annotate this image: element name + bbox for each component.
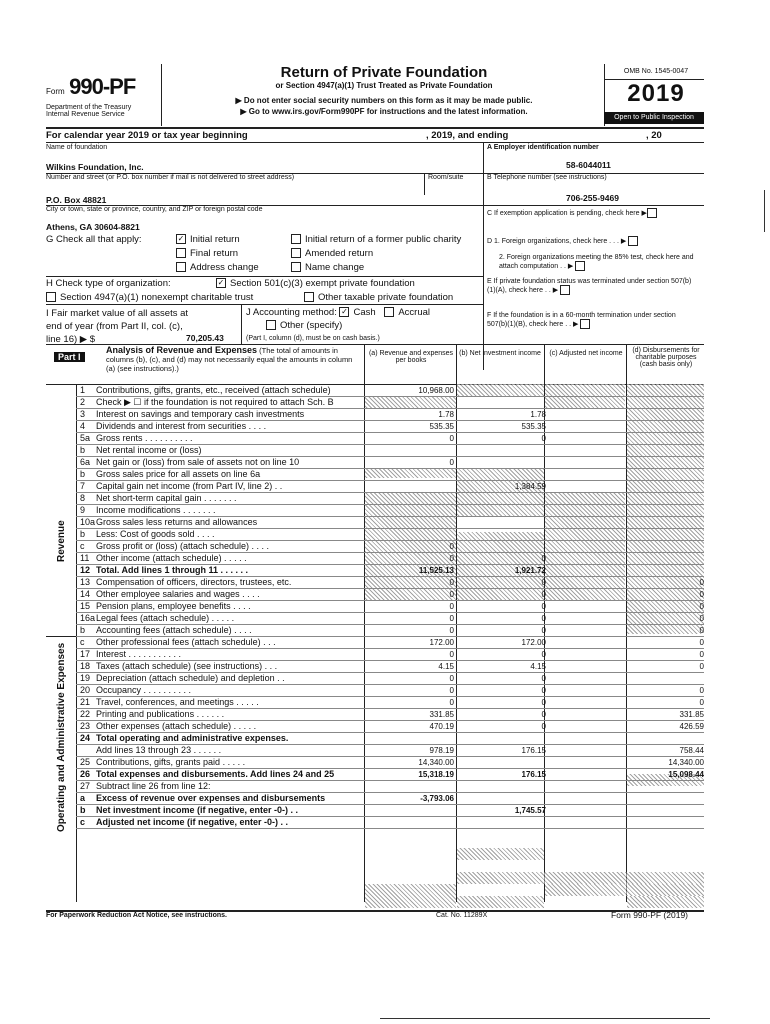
row-lbl: Gross sales price for all assets on line 6a <box>96 469 261 479</box>
row-num: 4 <box>80 421 86 431</box>
row-num: 18 <box>80 661 91 671</box>
row-d[interactable]: 758.44 <box>679 746 704 755</box>
table-row <box>46 577 704 588</box>
row-num: b <box>80 805 86 815</box>
omb-number: OMB No. 1545-0047 <box>623 68 689 75</box>
revenue-side-label: Revenue <box>56 520 67 562</box>
row-num: 2 <box>80 397 86 407</box>
form-title-block <box>164 64 604 116</box>
col-d-header: (d) Disbursements for charitable purposes (cash basis only) <box>632 347 700 368</box>
row-b[interactable]: 0 <box>541 434 546 443</box>
row-a[interactable]: 1.78 <box>438 410 454 419</box>
table-row <box>46 445 704 456</box>
row-b[interactable]: 0 <box>541 602 546 611</box>
row-d[interactable]: 0 <box>699 662 704 671</box>
row-a[interactable]: 470.19 <box>429 722 454 731</box>
row-a[interactable]: 0 <box>449 578 454 587</box>
form-number: 990-PF <box>69 74 136 99</box>
telephone-field[interactable]: 706-255-9469 <box>566 193 619 203</box>
department: Department of the Treasury Internal Revenue Service <box>46 104 132 118</box>
row-b[interactable]: 0 <box>541 650 546 659</box>
table-row <box>46 421 704 432</box>
row-num: b <box>80 625 86 635</box>
row-a[interactable]: 15,318.19 <box>418 770 454 779</box>
tax-year: 2019 <box>627 80 685 107</box>
table-row <box>46 721 704 732</box>
row-d[interactable]: 331.85 <box>679 710 704 719</box>
row-b[interactable]: 0 <box>541 626 546 635</box>
row-num: 5a <box>80 433 91 443</box>
table-row <box>46 409 704 420</box>
row-lbl: Accounting fees (attach schedule) . . . . <box>96 625 252 635</box>
row-lbl: Other employee salaries and wages . . . . <box>96 589 260 599</box>
part1-tag: Part I <box>54 347 85 365</box>
row-b[interactable]: 0 <box>541 554 546 563</box>
row-num: 12 <box>80 565 91 575</box>
row-a[interactable]: 0 <box>449 602 454 611</box>
row-lbl: Printing and publications . . . . . . <box>96 709 225 719</box>
row-d[interactable]: 0 <box>699 614 704 623</box>
row-b[interactable]: 0 <box>541 686 546 695</box>
row-b[interactable]: 0 <box>541 698 546 707</box>
table-row <box>46 493 704 504</box>
row-lbl: Other expenses (attach schedule) . . . . . <box>96 721 257 731</box>
row-lbl: Interest on savings and temporary cash investments <box>96 409 305 419</box>
form-word: Form <box>46 87 65 96</box>
table-row <box>46 397 704 408</box>
row-lbl: Net rental income or (loss) <box>96 445 202 455</box>
address-change-option[interactable]: Address change <box>176 262 259 273</box>
row-lbl: Gross sales less returns and allowances <box>96 517 258 527</box>
accounting-method: J Accounting method: ✓ Cash Accrual <box>246 307 430 318</box>
row-lbl: Capital gain net income (from Part IV, line 2) . . <box>96 481 283 491</box>
row-lbl: Check ▶ ☐ if the foundation is not required to attach Sch. B <box>96 397 334 407</box>
row-lbl: Net gain or (loss) from sale of assets not on line 10 <box>96 457 300 467</box>
row-lbl: Income modifications . . . . . . . <box>96 505 216 515</box>
col-a-header: (a) Revenue and expenses per books <box>368 350 454 364</box>
other-method[interactable]: Other (specify) <box>266 320 342 331</box>
row-lbl: Total. Add lines 1 through 11 . . . . . . <box>96 565 249 575</box>
table-row <box>46 385 704 396</box>
table-row <box>46 649 704 660</box>
table-row <box>46 589 704 600</box>
row-a[interactable]: 14,340.00 <box>418 758 454 767</box>
row-b[interactable]: 0 <box>541 674 546 683</box>
row-num: 22 <box>80 709 91 719</box>
row-num: 16a <box>80 613 96 623</box>
form-subtitle: or Section 4947(a)(1) Trust Treated as Private Foundation <box>275 81 493 90</box>
row-lbl: Adjusted net income (if negative, enter -0-) . . <box>96 817 289 827</box>
table-row <box>46 661 704 672</box>
open-inspection-badge: Open to Public Inspection <box>604 112 704 124</box>
footer-form-id: Form 990-PF (2019) <box>611 910 688 920</box>
table-row <box>46 469 704 480</box>
initial-former-option[interactable]: Initial return of a former public charity <box>291 234 461 245</box>
row-lbl: Less: Cost of goods sold . . . . <box>96 529 215 539</box>
foundation-name-field[interactable]: Wilkins Foundation, Inc. <box>46 162 144 172</box>
irs-link-notice: ▶ Go to www.irs.gov/Form990PF for instructions and the latest information. <box>240 107 528 116</box>
table-row <box>46 805 704 816</box>
foreign-org-check: D 1. Foreign organizations, check here . . . ▶ <box>487 236 697 246</box>
row-b[interactable]: 0 <box>541 710 546 719</box>
row-num: 27 <box>80 781 91 791</box>
row-lbl: Contributions, gifts, grants paid . . . . . <box>96 757 246 767</box>
row-num: 8 <box>80 493 86 503</box>
scan-edge-mark <box>764 190 765 232</box>
row-lbl: Taxes (attach schedule) (see instructions) . . . <box>96 661 278 671</box>
row-lbl: Other professional fees (attach schedule) . . . <box>96 637 276 647</box>
row-d[interactable]: 0 <box>699 590 704 599</box>
exemption-pending-checkbox[interactable] <box>647 208 657 218</box>
row-lbl: Gross rents . . . . . . . . . . <box>96 433 193 443</box>
table-row <box>46 757 704 768</box>
row-num: 25 <box>80 757 91 767</box>
row-a[interactable]: 0 <box>449 650 454 659</box>
table-row <box>46 733 704 744</box>
table-row <box>46 673 704 684</box>
terminated-status-check: E If private foundation status was terminated under section 507(b)(1)(A), check here . . ▶ <box>487 278 692 294</box>
row-num: 13 <box>80 577 91 587</box>
amended-return-option[interactable]: Amended return <box>291 248 373 259</box>
row-a[interactable]: 0 <box>449 686 454 695</box>
row-num: 1 <box>80 385 86 395</box>
accrual-checkbox[interactable] <box>384 307 394 317</box>
cash-checkbox[interactable]: ✓ <box>341 307 348 317</box>
initial-return-checkbox[interactable]: ✓ <box>177 234 185 244</box>
exemption-pending: C If exemption application is pending, check here ▶ <box>487 208 661 218</box>
paperwork-notice: For Paperwork Reduction Act Notice, see instructions. <box>46 912 227 919</box>
row-num: 24 <box>80 733 91 743</box>
row-b[interactable]: 1.78 <box>530 410 546 419</box>
row-lbl: Add lines 13 through 23 . . . . . . <box>96 745 222 755</box>
table-row <box>46 517 704 528</box>
calendar-year-label: For calendar year 2019 or tax year beginning <box>46 130 248 141</box>
row-num: 21 <box>80 697 91 707</box>
row-a[interactable]: 0 <box>449 458 454 467</box>
table-row <box>46 769 704 780</box>
row-d[interactable]: 0 <box>699 626 704 635</box>
row-num: 10a <box>80 517 96 527</box>
table-row <box>46 457 704 468</box>
row-a[interactable]: 0 <box>449 614 454 623</box>
calendar-year-mid: , 2019, and ending <box>426 130 509 141</box>
row-num: 7 <box>80 481 86 491</box>
row-num: 9 <box>80 505 86 515</box>
row-num: c <box>80 637 85 647</box>
row-lbl: Net short-term capital gain . . . . . . . <box>96 493 237 503</box>
row-a[interactable]: 331.85 <box>429 710 454 719</box>
table-row <box>46 565 704 576</box>
row-lbl: Excess of revenue over expenses and disbursements <box>96 793 326 803</box>
row-b[interactable]: 176.15 <box>521 746 546 755</box>
row-d[interactable]: 15,098.44 <box>668 770 704 779</box>
sixty-month-check: F If the foundation is in a 60-month termination under section 507(b)(1)(B), check here . . ▶ <box>487 312 676 328</box>
row-a[interactable]: 0 <box>449 590 454 599</box>
fair-market-value-label: I Fair market value of all assets at end of year (from Part II, col. (c), line 16) ▶ $ <box>46 308 189 345</box>
row-b[interactable]: 4.15 <box>530 662 546 671</box>
row-lbl: Other income (attach schedule) . . . . . <box>96 553 247 563</box>
row-b[interactable]: 535.35 <box>521 422 546 431</box>
col-b-header: (b) Net investment income <box>459 350 541 357</box>
org-type-4947[interactable]: Section 4947(a)(1) nonexempt charitable trust <box>46 292 253 303</box>
row-d[interactable]: 0 <box>699 698 704 707</box>
street-address-field[interactable]: P.O. Box 48821 <box>46 195 107 205</box>
row-lbl: Gross profit or (loss) (attach schedule) . . . . <box>96 541 270 551</box>
row-b[interactable]: 0 <box>541 578 546 587</box>
row-lbl: Dividends and interest from securities . . . . <box>96 421 267 431</box>
row-a[interactable]: 172.00 <box>429 638 454 647</box>
row-lbl: Interest . . . . . . . . . . . <box>96 649 182 659</box>
row-d[interactable]: 0 <box>699 638 704 647</box>
table-row <box>46 685 704 696</box>
row-a[interactable]: 4.15 <box>438 662 454 671</box>
table-row <box>46 709 704 720</box>
row-d[interactable]: 0 <box>699 650 704 659</box>
row-num: b <box>80 445 86 455</box>
row-num: 19 <box>80 673 91 683</box>
row-lbl: Net investment income (if negative, enter -0-) . . <box>96 805 299 815</box>
row-num: 11 <box>80 553 90 563</box>
calendar-year-end: , 20 <box>646 130 662 141</box>
final-return-option[interactable]: Final return <box>176 248 238 259</box>
row-num: 23 <box>80 721 91 731</box>
table-row <box>46 601 704 612</box>
row-lbl: Total expenses and disbursements. Add lines 24 and 25 <box>96 769 335 779</box>
row-b[interactable]: 0 <box>541 590 546 599</box>
row-num: c <box>80 817 86 827</box>
table-row <box>46 529 704 540</box>
row-a[interactable]: -3,793.06 <box>420 794 454 803</box>
table-row <box>46 637 704 648</box>
row-lbl: Legal fees (attach schedule) . . . . . <box>96 613 235 623</box>
row-num: 17 <box>80 649 91 659</box>
row-b[interactable]: 172.00 <box>521 638 546 647</box>
col-c-header: (c) Adjusted net income <box>549 350 623 357</box>
row-lbl: Subtract line 26 from line 12: <box>96 781 211 791</box>
table-row <box>46 817 704 828</box>
row-num: 6a <box>80 457 91 467</box>
table-row <box>46 433 704 444</box>
row-a[interactable]: 0 <box>449 698 454 707</box>
city-field[interactable]: Athens, GA 30604-8821 <box>46 222 140 232</box>
row-b[interactable]: 1,384.59 <box>514 482 546 491</box>
row-lbl: Depreciation (attach schedule) and depletion . . <box>96 673 285 683</box>
form-title: Return of Private Foundation <box>280 64 488 81</box>
table-row <box>46 697 704 708</box>
table-row <box>46 793 704 804</box>
row-num: 26 <box>80 769 91 779</box>
row-a[interactable]: 0 <box>449 542 454 551</box>
row-lbl: Pension plans, employee benefits . . . . <box>96 601 251 611</box>
foreign-85-check: 2. Foreign organizations meeting the 85% test, check here and attach computation . . ▶ <box>499 254 694 270</box>
row-a[interactable]: 0 <box>449 554 454 563</box>
catalog-number: Cat. No. 11289X <box>436 912 488 919</box>
row-b[interactable]: 176.15 <box>521 770 546 779</box>
row-d[interactable]: 0 <box>699 578 704 587</box>
row-b[interactable]: 0 <box>541 722 546 731</box>
row-b[interactable]: 1,921.72 <box>514 566 546 575</box>
row-lbl: Compensation of officers, directors, trustees, etc. <box>96 577 292 587</box>
row-d[interactable]: 14,340.00 <box>668 758 704 767</box>
table-row <box>46 781 704 792</box>
row-num: a <box>80 793 86 803</box>
name-change-option[interactable]: Name change <box>291 262 364 273</box>
row-num: b <box>80 529 86 539</box>
row-num: 3 <box>80 409 86 419</box>
fair-market-value-field[interactable]: 70,205.43 <box>186 333 224 343</box>
form-label <box>46 74 135 100</box>
table-row <box>46 541 704 552</box>
row-d[interactable]: 426.59 <box>679 722 704 731</box>
table-row <box>46 481 704 492</box>
row-num: 20 <box>80 685 91 695</box>
row-lbl: Travel, conferences, and meetings . . . . . <box>96 697 259 707</box>
row-a[interactable]: 0 <box>449 434 454 443</box>
row-d[interactable]: 0 <box>699 686 704 695</box>
row-lbl: Total operating and administrative expenses. <box>96 733 289 743</box>
row-a[interactable]: 10,968.00 <box>418 386 454 395</box>
row-num: c <box>80 541 85 551</box>
row-a[interactable]: 0 <box>449 626 454 635</box>
form-990pf-page: Form 990-PF Department of the Treasury Internal Revenue Service Return of Private Foundation or Section 4947(a)(1) Trust Treated as Private Foundation ▶ Do not enter social security numbers on this form as it may be made public. ▶ Go to www.irs.gov/Form990PF for instructions and the latest information. OMB No. 1545-0047 2019 Open to Public Inspection For calendar year 2019 or tax year beginning , 2019, and ending , 20 Name of foundation Wilkins Foundation, Inc. A Employer identification number 58-6044011 Number and street (or P.O. box number if mail is not delivered to street address) Room/suite B Telephone number (see instructions) P.O. Box 48821 706-255-9469 City or town, state or province, country, and ZIP or foreign postal code C If exemption application is pending, check here ▶ Athens, GA 30604-8821 G Check all that apply: ✓ Initial return Initial return of a former public charity Final return Amended return Address change Name change D 1. Foreign organizations, check here . . . ▶ 2. Foreign organizations meeting the 85% test, check here and attach computation . . ▶ E If private foundation status was terminated under section 507(b)(1)(A), check here . . ▶ F If the foundation is in a 60-month termination under section 507(b)(1)(B), check here . . ▶ H Check type of organization: ✓ Section 501(c)(3) exempt private foundation Section 4947(a)(1) nonexempt charitable trust Other taxable private foundation I Fair market value of all assets at end of year (from Part II, col. (c), line 16) ▶ $ 70,205.43 J Accounting method: ✓ Cash Accrual Other (specify) (Part I, column (d), must be on cash basis.) Part I Analysis of Revenue and Expenses (The total of amounts in columns (b), (c), and (d) may not necessarily equal the amounts in column (a) (see instructions).) (a) Revenue and expenses per books (b) Net investment income (c) Adjusted net income (d) Disbursements for charitable purposes (cash basis only) Revenue Operating and Administrative Expenses 1 Contributions, gifts, grants, etc., received (attach schedule) 10,968.00 2 Check ▶ ☐ if the foundation is not required to attach Sch. B 3 Interest on savings and temporary cash investments 1.78 1.78 4 Dividends and interest from securities . . . . 535.35 535.35 5a Gross rents . . . . . . . . . . 0 0 b Net rental income or (loss) 6a Net gain or (loss) from sale of assets not on line 10 0 b Gross sales price for all assets on line 6a 7 Capital gain net income (from Part IV, line 2) . . 1,384.59 8 Net short-term capital gain . . . . . . . 9 Income modifications . . . . . . . 10a Gross sales less returns and allowances b Less: Cost of goods sold . . . . c Gross profit or (loss) (attach schedule) . . . . 0 11 Other income (attach schedule) . . . . . 0 0 12 Total. Add lines 1 through 11 . . . . . . 11,525.13 1,921.72 13 Compensation of officers, directors, trustees, etc. 0 0 0 14 Other employee salaries and wages . . . . 0 0 0 15 Pension plans, employee benefits . . . . 0 0 0 16a Legal fees (attach schedule) . . . . . 0 0 0 b Accounting fees (attach schedule) . . . . 0 0 0 c Other professional fees (attach schedule) . . . 172.00 172.00 0 17 Interest . . . . . . . . . . . 0 0 0 18 Taxes (attach schedule) (see instructions) . . . 4.15 4.15 0 19 Depreciation (attach schedule) and depletion . . 0 0 20 Occupancy . . . . . . . . . . 0 0 0 21 Travel, conferences, and meetings . . . . . 0 0 0 22 Printing and publications . . . . . . 331.85 0 331.85 23 Other expenses (attach schedule) . . . . . 470.19 0 426.59 24 Total operating and administrative expenses. Add lines 13 through 23 . . . . . . 978.19 176.15 758.44 25 Contributions, gifts, grants paid . . . . . 14,340.00 14,340.00 26 Total expenses and disbursements. Add lines 24 and 25 15,318.19 176.15 15,098.44 27 Subtract line 26 from line 12: a Excess of revenue over expenses and disbursements -3,793.06 b Net investment income (if negative, enter -0-) . . 1,745.57 c Adjusted net income (if negative, enter -0-) . . For Paperwork Reduction Act Notice, see instructions. Cat. No. 11289X Form 990-PF (2019) <box>46 64 704 920</box>
scan-bottom-line <box>380 1018 710 1019</box>
table-row <box>46 745 704 756</box>
table-row <box>46 553 704 564</box>
expenses-side-label: Operating and Administrative Expenses <box>56 642 67 832</box>
row-lbl: Contributions, gifts, grants, etc., received (attach schedule) <box>96 385 331 395</box>
table-row <box>46 505 704 516</box>
org-type-501c3[interactable]: ✓ Section 501(c)(3) exempt private foundation <box>217 278 415 289</box>
row-num: 14 <box>80 589 91 599</box>
row-num: 15 <box>80 601 91 611</box>
ssn-notice: ▶ Do not enter social security numbers on this form as it may be made public. <box>235 96 533 105</box>
row-lbl: Occupancy . . . . . . . . . . <box>96 685 192 695</box>
part1-title: Analysis of Revenue and Expenses (The total of amounts in columns (b), (c), and (d) may not necessarily equal the amounts in column (a) (see instructions).) <box>106 345 353 373</box>
initial-return-option[interactable]: ✓ Initial return <box>177 234 240 245</box>
row-num: b <box>80 469 86 479</box>
table-row <box>46 625 704 636</box>
row-a[interactable]: 0 <box>449 674 454 683</box>
org-type-other[interactable]: Other taxable private foundation <box>304 292 453 303</box>
table-row <box>46 613 704 624</box>
ein-field[interactable]: 58-6044011 <box>566 160 611 170</box>
row-a[interactable]: 11,525.13 <box>418 566 454 575</box>
row-a[interactable]: 535.35 <box>429 422 454 431</box>
row-d[interactable]: 0 <box>699 602 704 611</box>
row-a[interactable]: 978.19 <box>429 746 454 755</box>
row-b[interactable]: 1,745.57 <box>514 806 546 815</box>
row-b[interactable]: 0 <box>541 614 546 623</box>
